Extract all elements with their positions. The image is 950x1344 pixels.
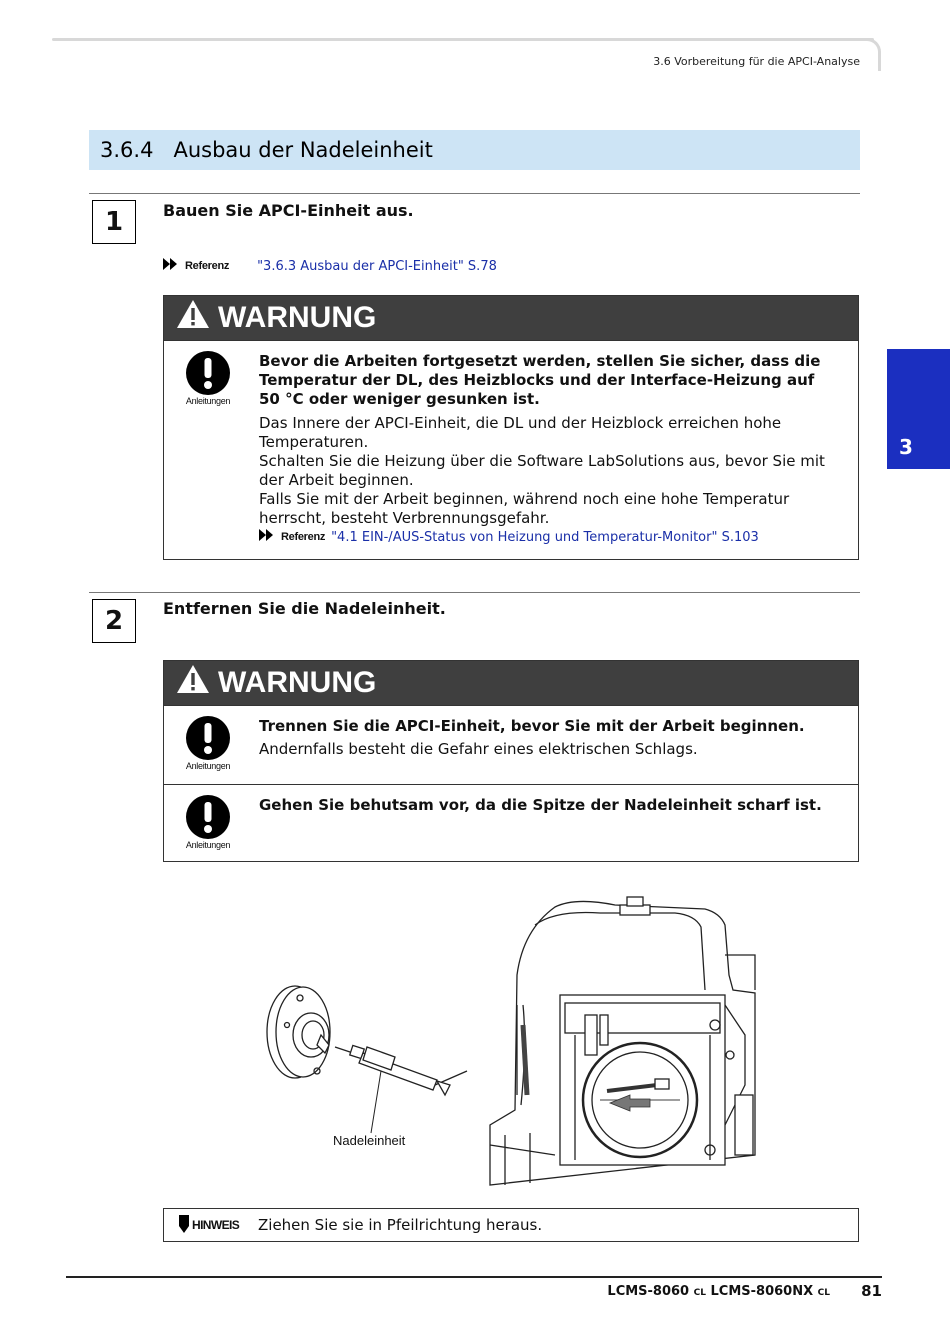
needle-callout-label: Nadeleinheit	[333, 1133, 406, 1148]
reference-link[interactable]: "4.1 EIN-/AUS-Status von Heizung und Temperatur-Monitor" S.103	[331, 530, 759, 545]
note-text: Ziehen Sie sie in Pfeilrichtung heraus.	[258, 1216, 543, 1234]
double-arrow-icon	[259, 528, 275, 547]
section-title: 3.6.4 Ausbau der Nadeleinheit	[100, 138, 433, 162]
mandatory-icon	[184, 716, 232, 771]
warning-heading-text: WARNUNG	[218, 301, 377, 334]
needle-part	[335, 1045, 467, 1095]
note-label	[178, 1215, 258, 1236]
mandatory-icon	[184, 351, 232, 406]
warning-heading	[164, 296, 858, 340]
double-arrow-icon	[163, 258, 179, 274]
icon-caption: Anleitungen	[185, 396, 231, 406]
warning-heading	[164, 661, 858, 705]
page-number: 81	[861, 1282, 882, 1300]
icon-caption: Anleitungen	[185, 840, 231, 850]
flange-part	[267, 986, 330, 1078]
warning-row	[164, 784, 858, 863]
warning-paragraph: Falls Sie mit der Arbeit beginnen, während noch eine hohe Temperatur herrscht, besteht Verbrennungsgefahr.	[259, 490, 790, 527]
warning-paragraph: Schalten Sie die Heizung über die Software LabSolutions aus, bevor Sie mit der Arbeit beginnen.	[259, 452, 825, 489]
footer-rule	[66, 1276, 882, 1278]
reference-label: Referenz	[281, 531, 326, 543]
icon-caption: Anleitungen	[185, 761, 231, 771]
chapter-tab[interactable]: 3	[887, 349, 950, 469]
instrument-body	[490, 897, 755, 1185]
warning-paragraph: Das Innere der APCI-Einheit, die DL und der Heizblock erreichen hohe Temperaturen.	[259, 414, 782, 451]
warning-bold-text: Gehen Sie behutsam vor, da die Spitze der Nadeleinheit scharf ist.	[259, 796, 822, 814]
warning-row	[164, 705, 858, 784]
warning-box-2	[163, 660, 859, 862]
step-2-rule	[89, 592, 860, 593]
running-header: 3.6 Vorbereitung für die APCI-Analyse	[653, 55, 860, 68]
reference-link[interactable]: "3.6.3 Ausbau der APCI-Einheit" S.78	[257, 258, 497, 274]
step-1-title: Bauen Sie APCI-Einheit aus.	[163, 201, 414, 220]
warning-box-1	[163, 295, 859, 560]
step-2-title: Entfernen Sie die Nadeleinheit.	[163, 599, 446, 618]
pointer-hand-icon	[178, 1215, 190, 1236]
mandatory-icon	[184, 795, 232, 850]
step-2-number: 2	[92, 599, 136, 643]
step-1-number: 1	[92, 200, 136, 244]
warning-triangle-icon	[176, 664, 210, 702]
note-box	[163, 1208, 859, 1242]
warning-text	[259, 796, 838, 815]
needle-removal-illustration	[255, 895, 760, 1195]
warning-heading-text: WARNUNG	[218, 666, 377, 699]
footer-model: LCMS-8060 CL LCMS-8060NX CL	[607, 1284, 830, 1299]
step-1-rule	[89, 193, 860, 194]
warning-text	[259, 717, 838, 759]
step-1-reference	[163, 258, 497, 274]
warning-text	[259, 352, 838, 547]
warning-paragraph: Andernfalls besteht die Gefahr eines elektrischen Schlags.	[259, 740, 698, 758]
note-label-text: HINWEIS	[192, 1218, 240, 1232]
warning-triangle-icon	[176, 299, 210, 337]
header-rule-corner	[860, 38, 881, 71]
header-rule	[52, 38, 874, 41]
warning-row	[164, 340, 858, 560]
warning-reference	[259, 528, 838, 547]
reference-label: Referenz	[185, 260, 230, 272]
warning-bold-text: Trennen Sie die APCI-Einheit, bevor Sie mit der Arbeit beginnen.	[259, 717, 805, 735]
warning-bold-text: Bevor die Arbeiten fortgesetzt werden, stellen Sie sicher, dass die Temperatur der DL, des Heizblocks und der Interface-Heizung auf 50 °C oder weniger gesunken ist.	[259, 352, 821, 408]
